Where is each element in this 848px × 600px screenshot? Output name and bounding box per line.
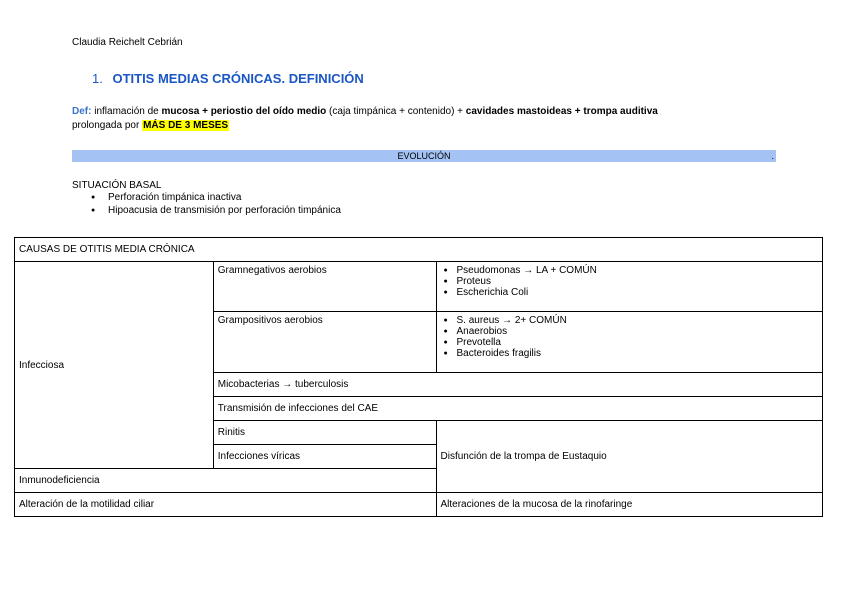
table-row bbox=[15, 238, 823, 262]
list-item: ● Anaerobios bbox=[457, 326, 819, 337]
cell-gram-neg-list bbox=[436, 262, 823, 312]
definition-bold: mucosa bbox=[161, 106, 200, 117]
table-row bbox=[15, 262, 823, 312]
definition-highlight: MÁS DE 3 MESES bbox=[143, 120, 229, 131]
definition-bold: periostio del oído medio bbox=[210, 106, 327, 117]
list-item: ● Perforación timpánica inactiva bbox=[108, 191, 341, 204]
cell-gram-pos: Grampositivos aerobios bbox=[213, 312, 436, 373]
definition-text: inflamación de bbox=[94, 106, 159, 117]
cell-inmunodeficiencia: Inmunodeficiencia bbox=[15, 469, 437, 493]
cell-gram-pos-list bbox=[436, 312, 823, 373]
cell-motilidad: Alteración de la motilidad ciliar bbox=[15, 493, 437, 517]
list-item: ● S. aureus → 2+ COMÚN bbox=[457, 315, 819, 326]
list-item: ● Bacteroides fragilis bbox=[457, 348, 819, 359]
definition-bold: trompa auditiva bbox=[583, 106, 658, 117]
evolution-bar bbox=[72, 150, 776, 162]
heading-number: 1. bbox=[92, 71, 103, 86]
heading-text: OTITIS MEDIAS CRÓNICAS. DEFINICIÓN bbox=[112, 71, 364, 86]
cell-disfuncion: Disfunción de la trompa de Eustaquio bbox=[436, 421, 823, 493]
cell-transmision: Transmisión de infecciones del CAE bbox=[213, 397, 822, 421]
table-title: CAUSAS DE OTITIS MEDIA CRÓNICA bbox=[15, 238, 823, 262]
situacion-basal-title: SITUACIÓN BASAL bbox=[72, 180, 162, 191]
cell-mucosa: Alteraciones de la mucosa de la rinofaringe bbox=[436, 493, 823, 517]
definition-paragraph bbox=[72, 105, 792, 133]
author-name: Claudia Reichelt Cebrián bbox=[72, 37, 183, 48]
cell-rinitis: Rinitis bbox=[213, 421, 436, 445]
definition-label: Def: bbox=[72, 106, 92, 117]
list-item: ● Prevotella bbox=[457, 337, 819, 348]
definition-bold: + bbox=[574, 106, 581, 117]
causes-table bbox=[14, 237, 823, 517]
evolution-label: EVOLUCIÓN bbox=[397, 151, 451, 161]
table-row bbox=[15, 493, 823, 517]
definition-bold: cavidades mastoideas bbox=[465, 106, 572, 117]
cell-infecciosa: Infecciosa bbox=[15, 262, 214, 469]
list-item: ● Hipoacusia de transmisión por perforación timpánica bbox=[108, 204, 341, 217]
list-item: ● Pseudomonas → LA + COMÚN bbox=[457, 265, 819, 276]
situacion-basal bbox=[72, 180, 341, 217]
definition-text: prolongada por bbox=[72, 120, 140, 131]
list-item: ● Escherichia Coli bbox=[457, 287, 819, 298]
cell-infecciones-viricas: Infecciones víricas bbox=[213, 445, 436, 469]
definition-text: (caja timpánica + contenido) + bbox=[329, 106, 464, 117]
situacion-basal-list bbox=[72, 191, 341, 217]
section-heading bbox=[92, 71, 364, 86]
definition-bold: + bbox=[202, 106, 208, 117]
list-item: ● Proteus bbox=[457, 276, 819, 287]
evolution-trailing: . bbox=[771, 151, 774, 161]
cell-micobacterias: Micobacterias → tuberculosis bbox=[213, 373, 822, 397]
cell-gram-neg: Gramnegativos aerobios bbox=[213, 262, 436, 312]
